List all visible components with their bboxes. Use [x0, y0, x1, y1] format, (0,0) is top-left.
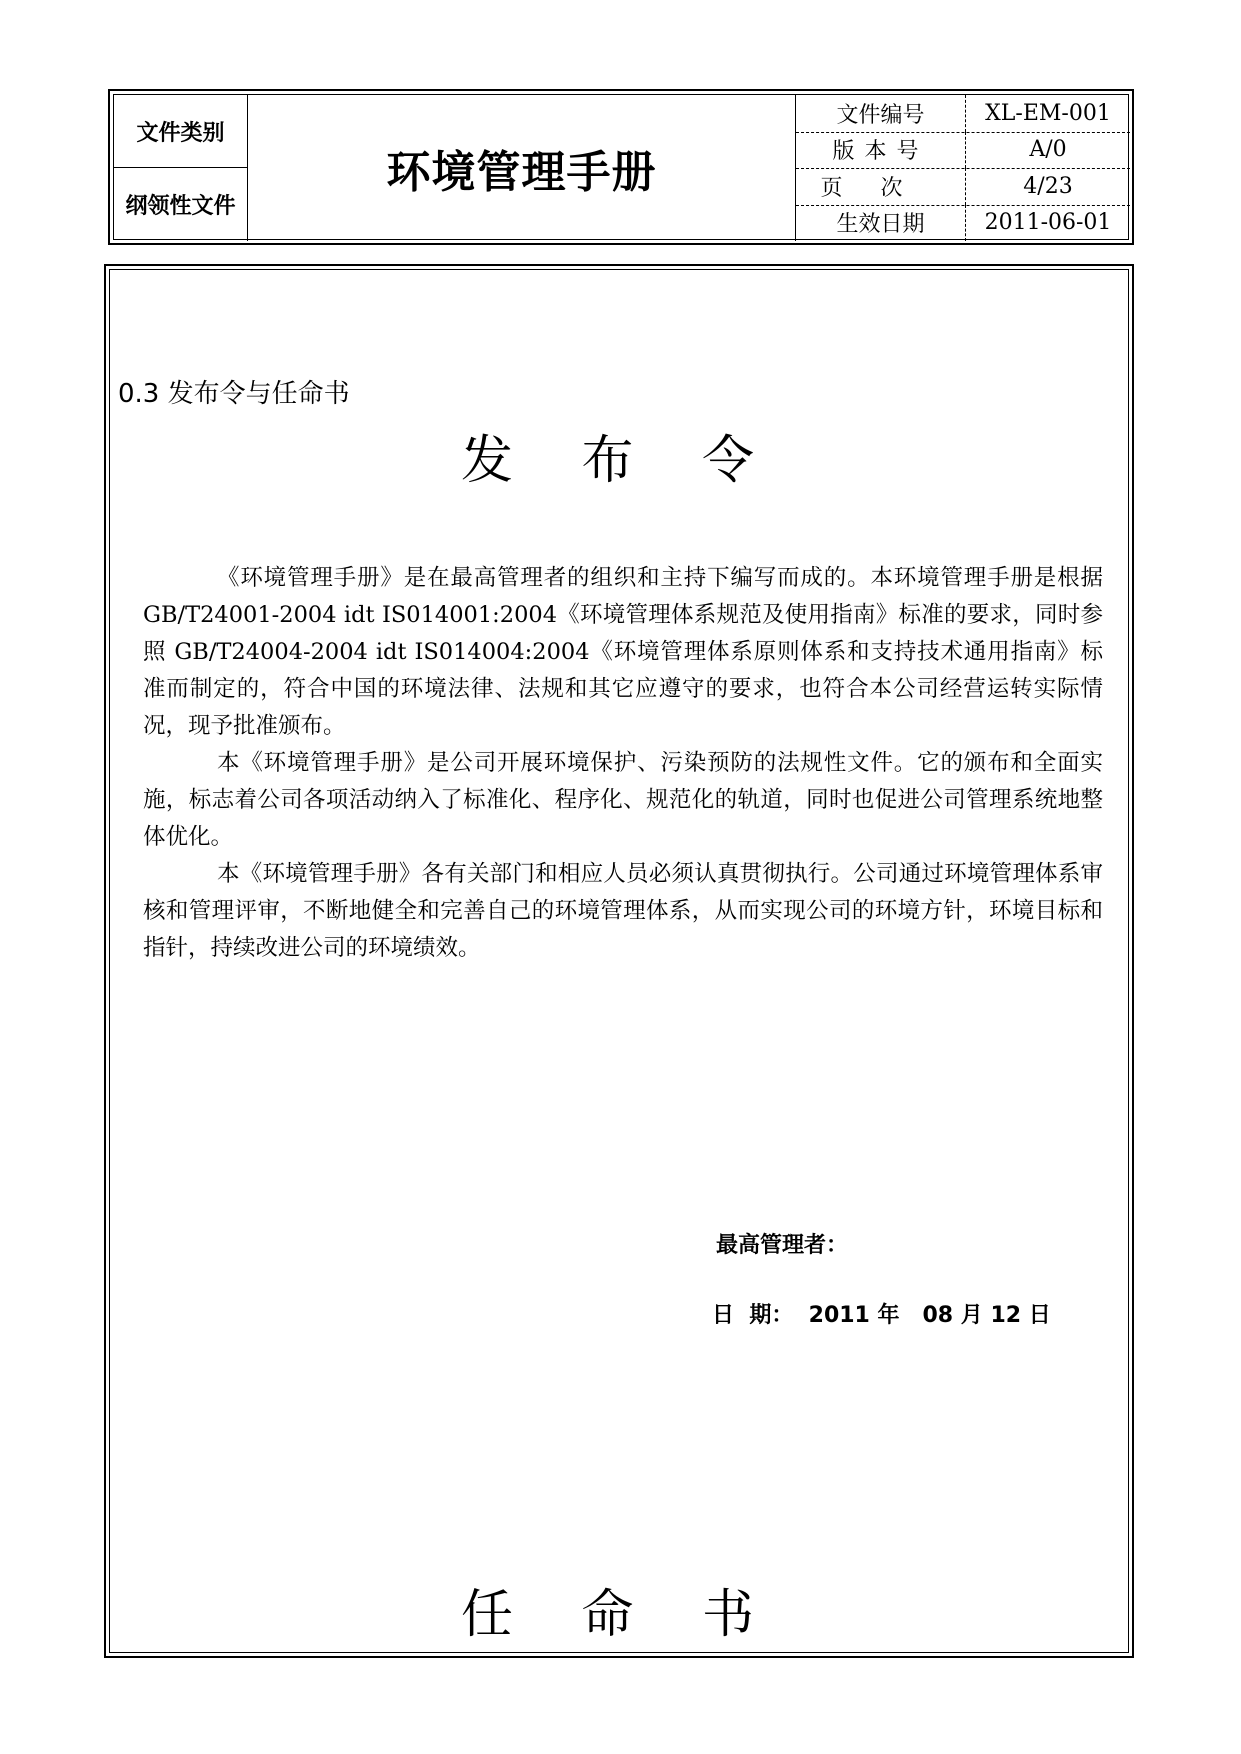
meta-value: A/0 — [1029, 137, 1067, 163]
meta-value: 2011-06-01 — [984, 210, 1112, 236]
file-category-label: 文件类别 — [114, 95, 248, 168]
meta-value: 4/23 — [1023, 173, 1073, 199]
meta-key: 页次 — [796, 168, 966, 205]
meta-key: 版本号 — [796, 132, 966, 169]
document-title: 环境管理手册 — [248, 95, 796, 241]
decree-title: 发 布 令 — [460, 431, 781, 491]
meta-key: 文件编号 — [796, 95, 966, 132]
file-category-value: 纲领性文件 — [114, 168, 248, 241]
meta-row-effective-date — [796, 205, 1130, 242]
appointment-title: 任 命 书 — [460, 1585, 781, 1645]
paragraph: 本《环境管理手册》各有关部门和相应人员必须认真贯彻执行。公司通过环境管理体系审核和管理评审，不断地健全和完善自己的环境管理体系，从而实现公司的环境方针，环境目标和指针，持续改进公司的环境绩效。 — [143, 861, 1103, 961]
meta-value: XL-EM-001 — [985, 100, 1111, 126]
paragraph: 本《环境管理手册》是公司开展环境保护、污染预防的法规性文件。它的颁布和全面实施，标志着公司各项活动纳入了标准化、程序化、规范化的轨道，同时也促进公司管理系统地整体优化。 — [143, 750, 1103, 850]
signature-date: 日 期： 2011 年 08 月 12 日 — [712, 1303, 1051, 1328]
meta-row-version — [796, 132, 1130, 170]
meta-key: 生效日期 — [796, 205, 966, 242]
document-header — [108, 89, 1134, 245]
signer-label: 最高管理者： — [716, 1233, 849, 1258]
meta-row-file-number — [796, 95, 1130, 133]
decree-body — [143, 560, 1103, 967]
section-heading: 0.3 发布令与任命书 — [118, 379, 350, 409]
document-header-inner — [113, 94, 1129, 240]
meta-row-page — [796, 168, 1130, 206]
paragraph: 《环境管理手册》是在最高管理者的组织和主持下编写而成的。本环境管理手册是根据 GB/T24001-2004 idt IS014001:2004《环境管理体系规范及使用指南》标准的要求，同时参照 GB/T24004-2004 idt IS014004:2004《环境管理体系原则体系和支持技术通用指南》标准而制定的，符合中国的环境法律、法规和其它应遵守的要求，也符合本公司经营运转实际情况，现予批准颁布。 — [143, 565, 1103, 739]
